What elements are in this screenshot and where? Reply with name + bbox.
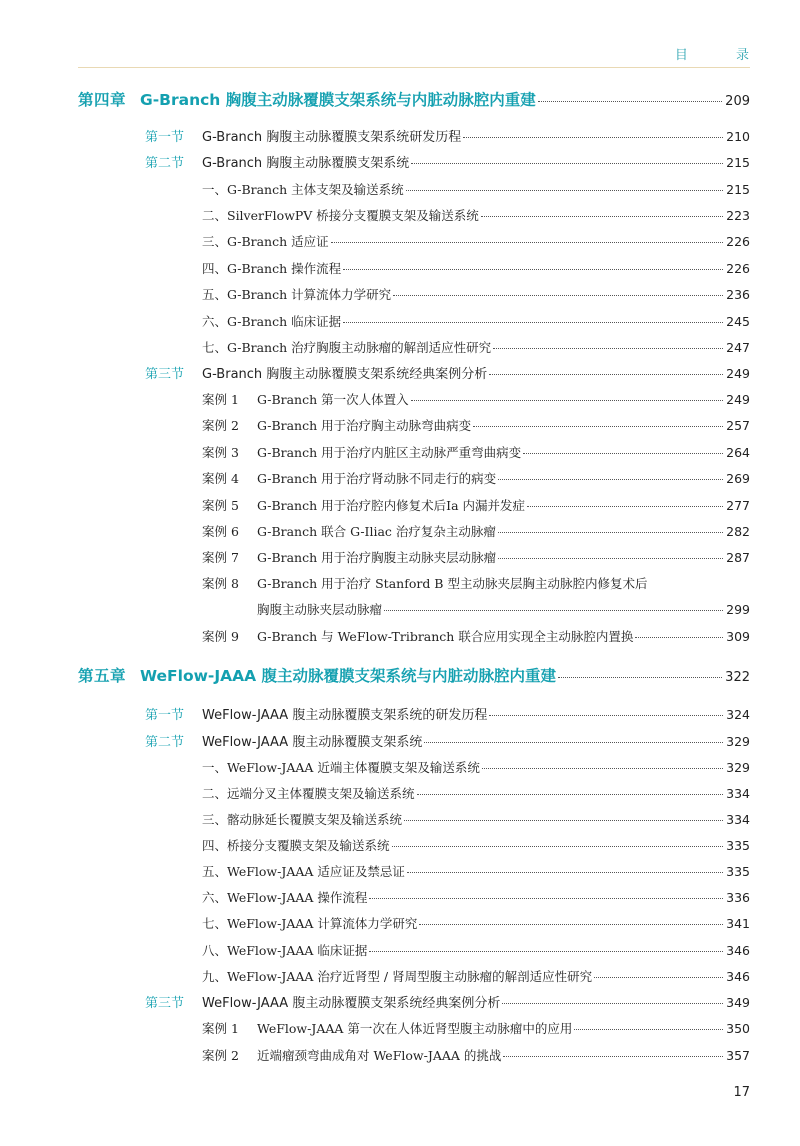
page-ref: 329 [726, 760, 750, 775]
toc-item[interactable] [202, 232, 750, 254]
item-title: 二、SilverFlowPV 桥接分支覆膜支架及输送系统 [202, 208, 479, 223]
dot-leader [343, 269, 723, 270]
section-title: WeFlow-JAAA 腹主动脉覆膜支架系统经典案例分析 [202, 996, 501, 1011]
page-ref: 223 [726, 208, 750, 223]
dot-leader [489, 374, 723, 375]
page-ref: 209 [725, 94, 750, 109]
dot-leader [369, 898, 723, 899]
dot-leader [498, 479, 723, 480]
toc-section[interactable] [145, 732, 750, 754]
page-ref: 236 [726, 287, 750, 302]
toc-section[interactable] [145, 153, 750, 175]
page-ref: 335 [726, 838, 750, 853]
item-title: 八、WeFlow-JAAA 临床证据 [202, 943, 368, 958]
section-title: G-Branch 胸腹主动脉覆膜支架系统经典案例分析 [202, 367, 488, 382]
dot-leader [424, 742, 723, 743]
page-ref: 341 [726, 916, 750, 931]
item-title: 四、G-Branch 操作流程 [202, 261, 342, 276]
toc-section[interactable] [145, 993, 750, 1015]
page-ref: 335 [726, 864, 750, 879]
section-number: 第三节 [145, 367, 185, 382]
toc-item[interactable] [202, 784, 750, 806]
chapter-title: WeFlow-JAAA 腹主动脉覆膜支架系统与内脏动脉腔内重建 [140, 667, 557, 685]
page-ref: 269 [726, 471, 750, 486]
toc-item[interactable] [202, 259, 750, 281]
toc-case[interactable] [202, 522, 750, 544]
case-number: 案例 1 [202, 392, 239, 407]
dot-leader [574, 1029, 723, 1030]
item-title: 七、WeFlow-JAAA 计算流体力学研究 [202, 916, 418, 931]
toc-section[interactable] [145, 127, 750, 149]
section-title: WeFlow-JAAA 腹主动脉覆膜支架系统 [202, 735, 423, 750]
page-ref: 350 [726, 1021, 750, 1036]
dot-leader [343, 322, 723, 323]
page-ref: 334 [726, 812, 750, 827]
dot-leader [404, 820, 723, 821]
page-ref: 277 [726, 498, 750, 513]
section-number: 第一节 [145, 130, 185, 145]
dot-leader [419, 924, 723, 925]
page-ref: 357 [726, 1048, 750, 1063]
dot-leader [473, 426, 723, 427]
dot-leader [406, 190, 724, 191]
section-number: 第三节 [145, 996, 185, 1011]
page-ref: 324 [726, 707, 750, 722]
dot-leader [498, 558, 723, 559]
chapter-title: G-Branch 胸腹主动脉覆膜支架系统与内脏动脉腔内重建 [140, 91, 536, 109]
case-title: 近端瘤颈弯曲成角对 WeFlow-JAAA 的挑战 [257, 1048, 502, 1063]
toc-item[interactable] [202, 810, 750, 832]
dot-leader [417, 794, 724, 795]
page-ref: 264 [726, 445, 750, 460]
header-rule [78, 67, 750, 68]
case-title: G-Branch 用于治疗胸主动脉弯曲病变 [257, 418, 472, 433]
dot-leader [503, 1056, 723, 1057]
toc-section[interactable] [145, 364, 750, 386]
case-number: 案例 2 [202, 1048, 239, 1063]
toc-section[interactable] [145, 705, 750, 727]
chapter-number: 第五章 [78, 667, 127, 685]
page-ref: 282 [726, 524, 750, 539]
toc-item[interactable] [202, 836, 750, 858]
section-title: G-Branch 胸腹主动脉覆膜支架系统研发历程 [202, 130, 462, 145]
toc-case-first-line[interactable] [202, 574, 647, 594]
toc-item[interactable] [202, 914, 750, 936]
case-number: 案例 5 [202, 498, 239, 513]
dot-leader [393, 295, 723, 296]
page-ref: 336 [726, 890, 750, 905]
toc-item[interactable] [202, 206, 750, 228]
item-title: 九、WeFlow-JAAA 治疗近肾型 / 肾周型腹主动脉瘤的解剖适应性研究 [202, 969, 593, 984]
dot-leader [411, 400, 724, 401]
dot-leader [482, 768, 723, 769]
page-ref: 226 [726, 234, 750, 249]
item-title: 五、WeFlow-JAAA 适应证及禁忌证 [202, 864, 405, 879]
toc-item[interactable] [202, 862, 750, 884]
dot-leader [411, 163, 723, 164]
section-number: 第二节 [145, 156, 185, 171]
case-number: 案例 8 [202, 576, 239, 591]
item-title: 三、髂动脉延长覆膜支架及输送系统 [202, 812, 403, 827]
page-ref: 349 [726, 995, 750, 1010]
case-number: 案例 1 [202, 1021, 239, 1036]
case-title: G-Branch 用于治疗胸腹主动脉夹层动脉瘤 [257, 550, 497, 565]
toc-case[interactable] [202, 390, 750, 412]
toc-case[interactable] [202, 469, 750, 491]
dot-leader [369, 951, 723, 952]
item-title: 二、远端分叉主体覆膜支架及输送系统 [202, 786, 415, 801]
running-header: 目 录 [674, 48, 771, 63]
dot-leader [331, 242, 724, 243]
toc-case[interactable] [202, 548, 750, 570]
case-title: G-Branch 用于治疗腔内修复术后Ⅰa 内漏并发症 [257, 498, 525, 513]
page-ref: 245 [726, 314, 750, 329]
dot-leader [635, 637, 723, 638]
case-title: G-Branch 用于治疗 Stanford B 型主动脉夹层胸主动脉腔内修复术后 [257, 576, 648, 591]
section-title: WeFlow-JAAA 腹主动脉覆膜支架系统的研发历程 [202, 708, 488, 723]
case-number: 案例 3 [202, 445, 239, 460]
dot-leader [493, 348, 723, 349]
page-ref: 309 [726, 629, 750, 644]
toc-case[interactable] [202, 416, 750, 438]
section-number: 第二节 [145, 735, 185, 750]
dot-leader [523, 453, 723, 454]
chapter-number: 第四章 [78, 91, 127, 109]
toc-case[interactable] [202, 496, 750, 518]
dot-leader [498, 532, 723, 533]
item-title: 六、G-Branch 临床证据 [202, 314, 342, 329]
item-title: 一、WeFlow-JAAA 近端主体覆膜支架及输送系统 [202, 760, 480, 775]
dot-leader [502, 1003, 723, 1004]
case-title: G-Branch 用于治疗肾动脉不同走行的病变 [257, 471, 497, 486]
page-ref: 322 [725, 670, 750, 685]
toc-chapter-5[interactable] [78, 666, 750, 688]
page-ref: 249 [726, 366, 750, 381]
page-ref: 334 [726, 786, 750, 801]
dot-leader [392, 846, 724, 847]
dot-leader [538, 101, 722, 102]
case-number: 案例 4 [202, 471, 239, 486]
toc-case-continuation[interactable] [257, 600, 750, 622]
page-ref: 247 [726, 340, 750, 355]
page-ref: 346 [726, 969, 750, 984]
case-title: G-Branch 与 WeFlow-Tribranch 联合应用实现全主动脉腔内置换 [257, 629, 634, 644]
toc-item[interactable] [202, 285, 750, 307]
toc-item[interactable] [202, 312, 750, 334]
page-ref: 257 [726, 418, 750, 433]
item-title: 六、WeFlow-JAAA 操作流程 [202, 890, 368, 905]
dot-leader [558, 677, 722, 678]
page-ref: 249 [726, 392, 750, 407]
case-title-continued: 胸腹主动脉夹层动脉瘤 [257, 602, 383, 617]
page-ref: 210 [726, 129, 750, 144]
toc-item[interactable] [202, 180, 750, 202]
toc-case[interactable] [202, 443, 750, 465]
item-title: 四、桥接分支覆膜支架及输送系统 [202, 838, 390, 853]
toc-case[interactable] [202, 1046, 750, 1068]
case-number: 案例 7 [202, 550, 239, 565]
toc-case[interactable] [202, 627, 750, 649]
page-ref: 287 [726, 550, 750, 565]
dot-leader [407, 872, 723, 873]
dot-leader [594, 977, 723, 978]
item-title: 三、G-Branch 适应证 [202, 234, 329, 249]
page-number: 17 [733, 1085, 750, 1100]
case-title: WeFlow-JAAA 第一次在人体近肾型腹主动脉瘤中的应用 [257, 1021, 573, 1036]
page-ref: 299 [726, 602, 750, 617]
item-title: 七、G-Branch 治疗胸腹主动脉瘤的解剖适应性研究 [202, 340, 492, 355]
dot-leader [489, 715, 723, 716]
item-title: 五、G-Branch 计算流体力学研究 [202, 287, 392, 302]
page-ref: 226 [726, 261, 750, 276]
page-ref: 215 [726, 182, 750, 197]
toc-item[interactable] [202, 758, 750, 780]
toc-chapter-4[interactable] [78, 90, 750, 112]
dot-leader [384, 610, 723, 611]
case-title: G-Branch 第一次人体置入 [257, 392, 409, 407]
case-number: 案例 6 [202, 524, 239, 539]
dot-leader [463, 137, 723, 138]
toc-case[interactable] [202, 1019, 750, 1041]
toc-item[interactable] [202, 941, 750, 963]
case-title: G-Branch 联合 G-Iliac 治疗复杂主动脉瘤 [257, 524, 496, 539]
dot-leader [527, 506, 723, 507]
toc-item[interactable] [202, 967, 750, 989]
section-number: 第一节 [145, 708, 185, 723]
toc-item[interactable] [202, 338, 750, 360]
toc-item[interactable] [202, 888, 750, 910]
case-title: G-Branch 用于治疗内脏区主动脉严重弯曲病变 [257, 445, 522, 460]
page-ref: 346 [726, 943, 750, 958]
page-ref: 215 [726, 155, 750, 170]
dot-leader [481, 216, 723, 217]
section-title: G-Branch 胸腹主动脉覆膜支架系统 [202, 156, 410, 171]
item-title: 一、G-Branch 主体支架及输送系统 [202, 182, 404, 197]
case-number: 案例 2 [202, 418, 239, 433]
page-ref: 329 [726, 734, 750, 749]
case-number: 案例 9 [202, 629, 239, 644]
